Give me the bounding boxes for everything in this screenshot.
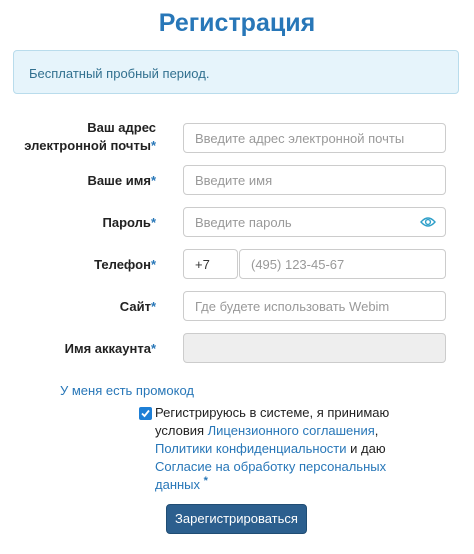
required-mark: *	[150, 173, 156, 188]
required-mark: *	[203, 475, 208, 487]
required-mark: *	[150, 341, 156, 356]
personal-data-consent-link[interactable]: Согласие на обработку персональных	[155, 459, 387, 474]
phone-country-code[interactable]: +7	[183, 249, 238, 279]
required-mark: *	[150, 257, 156, 272]
name-label: Ваше имя*	[87, 173, 156, 188]
privacy-policy-link[interactable]: Политики конфиденциальности	[155, 441, 347, 456]
trial-info-text: Бесплатный пробный период.	[29, 66, 210, 81]
required-mark: *	[150, 215, 156, 230]
agreement-text: Регистрируюсь в системе, я принимаю условия Лицензионного соглашения, Политики конфиденциальности и даю Согласие на обработку персональных данных *	[155, 405, 390, 492]
required-mark: *	[150, 138, 156, 153]
name-input[interactable]: Введите имя	[183, 165, 446, 195]
account-name-input[interactable]	[183, 333, 446, 363]
site-label: Сайт*	[119, 299, 156, 314]
site-input[interactable]: Где будете использовать Webim	[183, 291, 446, 321]
personal-data-consent-link-cont[interactable]: данных	[155, 477, 201, 492]
agreement-checkbox[interactable]	[139, 407, 152, 420]
promo-code-link[interactable]: У меня есть промокод	[60, 383, 194, 398]
password-label: Пароль*	[102, 215, 156, 230]
trial-info-alert	[13, 50, 459, 94]
phone-input[interactable]: (495) 123-45-67	[239, 249, 446, 279]
phone-label: Телефон*	[94, 257, 156, 272]
email-input[interactable]: Введите адрес электронной почты	[183, 123, 446, 153]
page-title: Регистрация	[158, 9, 316, 37]
register-button[interactable]: Зарегистрироваться	[166, 504, 307, 534]
checkmark-icon	[140, 408, 151, 419]
eye-icon[interactable]	[420, 216, 436, 228]
license-agreement-link[interactable]: Лицензионного соглашения	[207, 423, 375, 438]
password-input[interactable]: Введите пароль	[183, 207, 446, 237]
account-name-label: Имя аккаунта*	[64, 341, 156, 356]
required-mark: *	[150, 299, 156, 314]
email-label: Ваш адрес электронной почты*	[24, 120, 156, 153]
